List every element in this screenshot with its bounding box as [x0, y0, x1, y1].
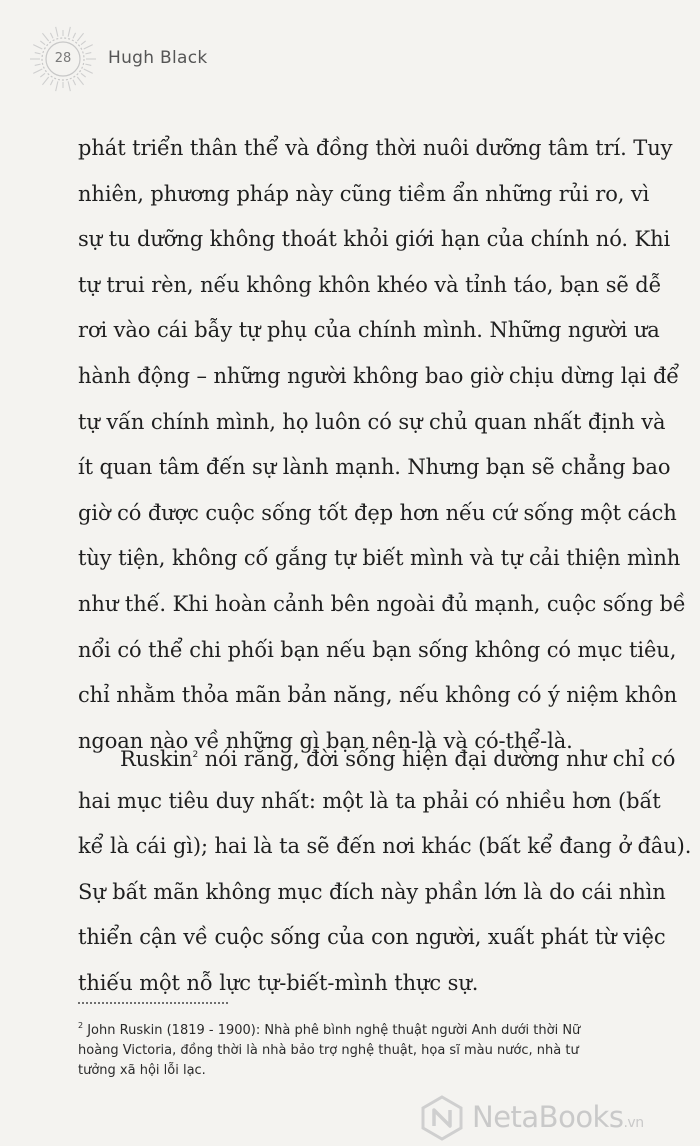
sun-ray: [77, 77, 83, 85]
sun-ray: [33, 45, 42, 49]
text-line: hành động – những người không bao giờ chịu dừng lại để: [78, 363, 680, 388]
text-line: [78, 733, 676, 779]
text-line: hai mục tiêu duy nhất: một là ta phải có nhiều hơn (bất: [78, 788, 661, 813]
sun-ray: [56, 81, 58, 91]
sun-ray: [50, 33, 53, 38]
footnote-line: [78, 1016, 668, 1041]
sun-ray: [85, 53, 91, 54]
sun-ray: [85, 64, 91, 65]
text-line-rest: nói rằng, đời sống hiện đại dường như chỉ có: [198, 747, 676, 771]
sun-ray: [50, 80, 53, 85]
text-line: kể là cái gì); hai là ta sẽ đến nơi khác (bất kể đang ở đâu).: [78, 834, 692, 859]
sun-ray: [68, 81, 70, 91]
text-line: thiếu một nỗ lực tự-biết-mình thực sự.: [78, 970, 479, 995]
sun-ray: [81, 73, 86, 77]
netabooks-logo-icon: [418, 1094, 466, 1142]
ruskin-name: Ruskin: [120, 747, 193, 771]
footnote-line: hoàng Victoria, đồng thời là nhà bảo trợ nghệ thuật, họa sĩ màu nước, nhà tư: [78, 1043, 579, 1058]
text-line: chỉ nhằm thỏa mãn bản năng, nếu không có ý niệm khôn: [78, 683, 678, 708]
text-line: ngoan nào về những gì bạn nên-là và có-thể-là.: [78, 728, 573, 753]
page-number: 28: [54, 51, 72, 66]
sun-ray: [33, 69, 42, 73]
footnote-marker: 2: [78, 1021, 84, 1030]
sun-ray: [42, 33, 48, 41]
footnote: [78, 1016, 668, 1081]
text-line: rơi vào cái bẫy tự phụ của chính mình. Những người ưa: [78, 318, 660, 343]
sun-ray: [56, 27, 58, 37]
sun-ray: [77, 33, 83, 41]
paragraph-1: [78, 126, 686, 764]
sun-ray: [35, 64, 41, 65]
sun-ray: [81, 41, 86, 45]
text-line: nhiên, phương pháp này cũng tiềm ẩn những rủi ro, vì: [78, 181, 650, 206]
watermark-tld: .vn: [623, 1115, 644, 1131]
sun-ray: [84, 45, 93, 49]
sun-ray: [73, 33, 76, 38]
footnote-text: John Ruskin (1819 - 1900): Nhà phê bình nghệ thuật người Anh dưới thời Nữ: [83, 1023, 581, 1038]
paragraph-2: [78, 733, 692, 1007]
text-line: sự tu dưỡng không thoát khỏi giới hạn của chính nó. Khi: [78, 227, 671, 252]
text-line: Sự bất mãn không mục đích này phần lớn là do cái nhìn: [78, 879, 666, 904]
watermark-brand: NetaBooks: [472, 1100, 624, 1134]
text-line: thiển cận về cuộc sống của con người, xuất phát từ việc: [78, 925, 666, 950]
watermark: [418, 1092, 700, 1146]
text-line: ít quan tâm đến sự lành mạnh. Nhưng bạn sẽ chẳng bao: [78, 455, 671, 480]
sun-ray: [68, 27, 70, 37]
text-line: tùy tiện, không cố gắng tự biết mình và tự cải thiện mình: [78, 546, 681, 571]
footnote-separator: [78, 1002, 228, 1004]
text-line: như thế. Khi hoàn cảnh bên ngoài đủ mạnh, cuộc sống bề: [78, 591, 686, 616]
sun-ray: [42, 77, 48, 85]
text-line: phát triển thân thể và đồng thời nuôi dưỡng tâm trí. Tuy: [78, 136, 673, 160]
sun-ray: [40, 73, 45, 77]
sun-ray: [73, 80, 76, 85]
sun-ray: [84, 69, 93, 73]
running-header-author: Hugh Black: [108, 48, 208, 68]
text-line: nổi có thể chi phối bạn nếu bạn sống không có mục tiêu,: [78, 637, 677, 662]
watermark-text: [472, 1100, 644, 1134]
text-line: giờ có được cuộc sống tốt đẹp hơn nếu cứ sống một cách: [78, 500, 677, 525]
sun-ray: [35, 53, 41, 54]
footnote-reference: 2: [192, 750, 199, 760]
text-line: tự vấn chính mình, họ luôn có sự chủ quan nhất định và: [78, 409, 666, 434]
sun-ray: [40, 41, 45, 45]
footnote-line: tưởng xã hội lỗi lạc.: [78, 1063, 206, 1078]
text-line: tự trui rèn, nếu không khôn khéo và tỉnh táo, bạn sẽ dễ: [78, 272, 662, 297]
page-header: [28, 24, 328, 94]
